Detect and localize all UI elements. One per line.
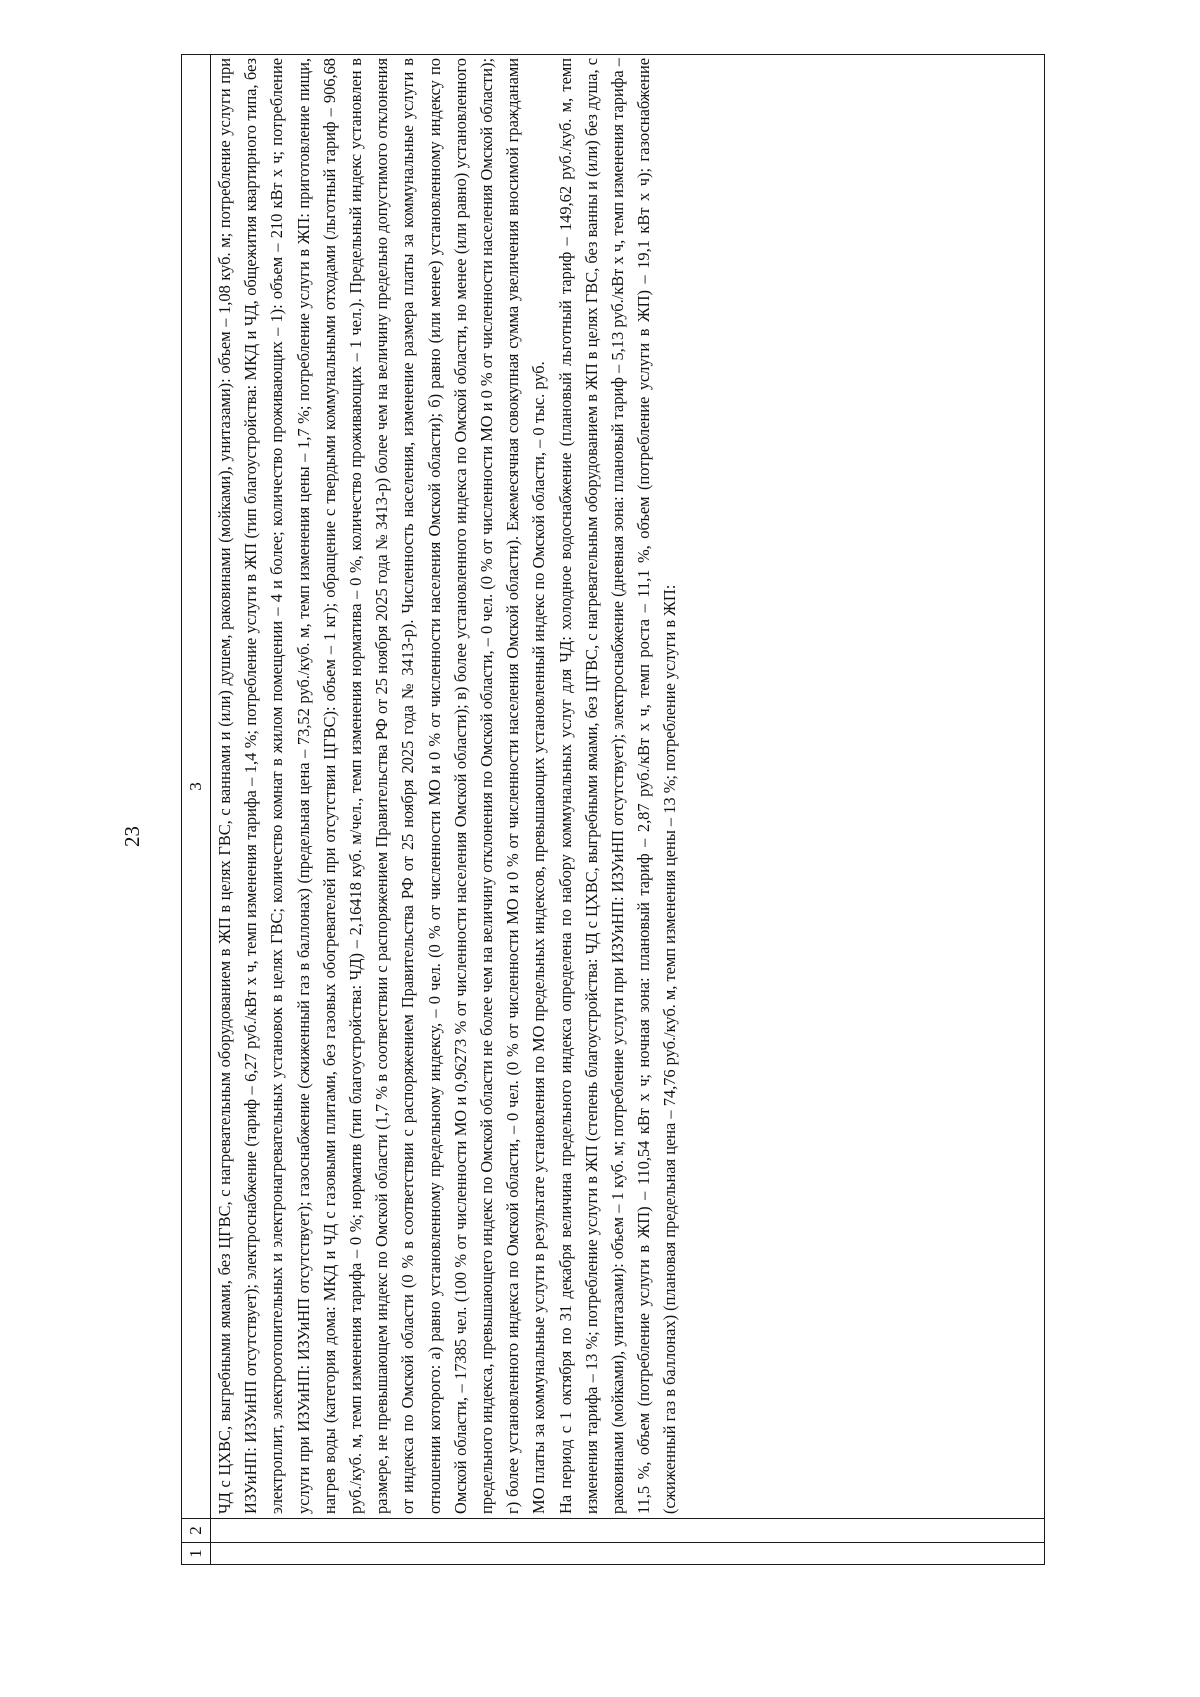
header-cell-col-3: 3 <box>182 55 211 1519</box>
page-number: 23 <box>120 826 144 847</box>
cell-col-3 <box>211 55 1045 1519</box>
rotated-table-wrapper <box>181 55 1045 1565</box>
cell-col-1 <box>211 1543 1045 1565</box>
cell-col-3-text <box>211 55 684 1518</box>
table-row <box>211 55 1045 1565</box>
paragraph-2: На период с 1 октября по 31 декабря величина предельного индекса определена по набору коммунальных услуг для ЧД: холодное водоснабжение (плановый льготный тариф – 149,62 руб./куб. м, темп изменения тарифа – 13 %; потребление услуги в ЖП (степень благоустройства: ЧД с ЦХВС, выгребными ямами, без ЦГВС, с нагревательным оборудованием в ЖП в целях ГВС, без ванны и (или) без душа, с раковинами (мойками), унитазами): объем – 1 куб. м; потребление услуги при ИЗУиНП: ИЗУиНП отсутствует); электроснабжение (дневная зона: плановый тариф – 5,13 руб./кВт х ч, темп изменения тарифа – 11,5 %, объем (потребление услуги в ЖП) – 110,54 кВт х ч; ночная зона: плановый тариф – 2,87 руб./кВт х ч, темп роста – 11,1 %, объем (потребление услуги в ЖП) – 19,1 кВт х ч); газоснабжение (сжиженный газ в баллонах) (плановая предельная цена – 74,76 руб./куб. м, темп изменения цены – 13 %; потребление услуги в ЖП: <box>555 58 680 1514</box>
header-cell-col-2: 2 <box>182 1519 211 1543</box>
cell-col-2 <box>211 1519 1045 1543</box>
table-header-row <box>182 55 211 1565</box>
indices-table <box>181 54 1045 1565</box>
header-cell-col-1: 1 <box>182 1543 211 1565</box>
paragraph-1: ЧД с ЦХВС, выгребными ямами, без ЦГВС, с нагревательным оборудованием в ЖП в целях ГВС, с ваннами и (или) душем, раковинами (мойками), унитазами): объем – 1,08 куб. м; потребление услуги при ИЗУиНП: ИЗУиНП отсутствует); электроснабжение (тариф – 6,27 руб./кВт х ч, темп изменения тарифа – 1,4 %; потребление услуги в ЖП (тип благоустройства: МКД и ЧД, общежития квартирного типа, без электроплит, электроотопительных и электронагревательных установок в целях ГВС; количество комнат в жилом помещении – 4 и более; количество проживающих – 1): объем – 210 кВт х ч; потребление услуги при ИЗУиНП: ИЗУиНП отсутствует); газоснабжение (сжиженный газ в баллонах) (предельная цена – 73,52 руб./куб. м, темп изменения цены – 1,7 %; потребление услуги в ЖП: приготовление пищи, нагрев воды (категория дома: МКД и ЧД с газовыми плитами, без газовых обогревателей при отсутствии ЦГВС): объем – 1 кг); обращение с твердыми коммунальными отходами (льготный тариф – 906,68 руб./куб. м, темп изменения тарифа – 0 %; норматив (тип благоустройства: ЧД) – 2,16418 куб. м/чел., темп изменения норматива – 0 %, количество проживающих – 1 чел.). Предельный индекс установлен в размере, не превышающем индекс по Омской области (1,7 % в соответствии с распоряжением Правительства РФ от 25 ноября 2025 года № 3413-р) более чем на величину предельно допустимого отклонения от индекса по Омской области (0 % в соответствии с распоряжением Правительства РФ от 25 ноября 2025 года № 3413-р). Численность населения, изменение размера платы за коммунальные услуги в отношении которого: а) равно установленному предельному индексу, – 0 чел. (0 % от численности МО и 0 % от численности населения Омской области); б) равно (или менее) установленному индексу по Омской области, – 17385 чел. (100 % от численности МО и 0,96273 % от численности населения Омской области); в) более установленного индекса по Омской области, но менее (или равно) установленного предельного индекса, превышающего индекс по Омской области не более чем на величину отклонения по Омской области, – 0 чел. (0 % от численности МО и 0 % от численности населения Омской области); г) более установленного индекса по Омской области, – 0 чел. (0 % от численности МО и 0 % от численности населения Омской области). Ежемесячная совокупная сумма увеличения вносимой гражданами МО платы за коммунальные услуги в результате установления по МО предельных индексов, превышающих установленный индекс по Омской области, – 0 тыс. руб. <box>215 58 549 1514</box>
